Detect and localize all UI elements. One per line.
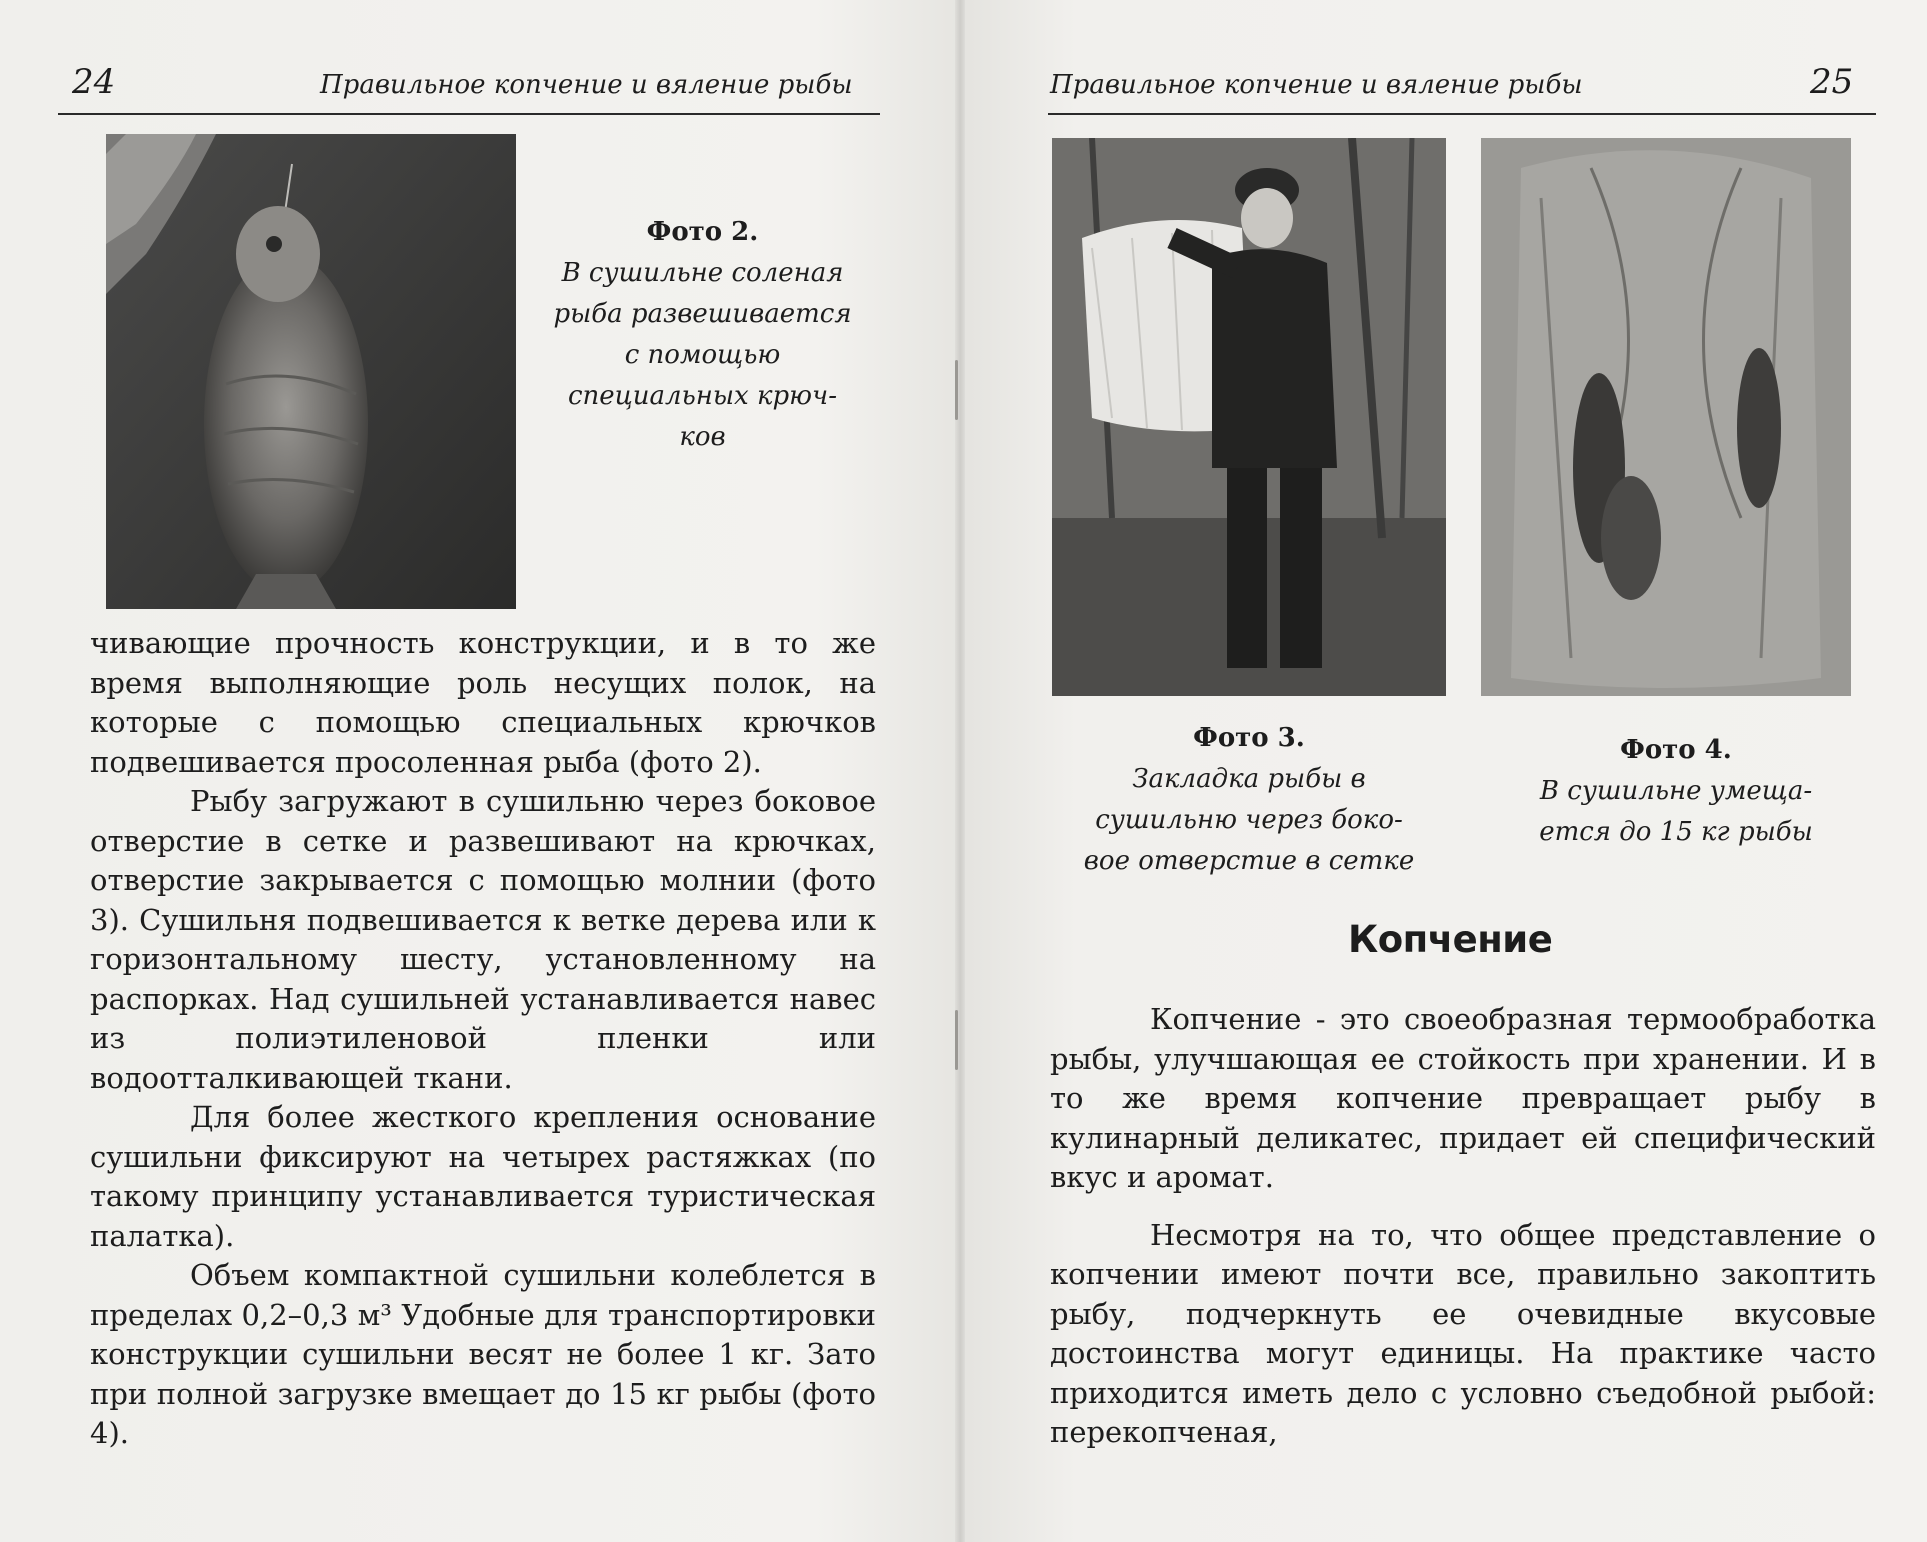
right-body-text [1050, 1000, 1876, 1453]
right-page [960, 0, 1927, 1542]
header-rule-left [58, 113, 880, 115]
paragraph: Копчение - это своеобразная термообработка рыбы, улучшающая ее стойкость при хранении. И в то же время копчение превращает рыбу в кулинарный деликатес, придает ей специфический вкус и аромат. [1050, 1002, 1876, 1194]
staple-top [955, 360, 958, 420]
paragraph: Рыбу загружают в сушильню через боковое отверстие в сетке и развешивают на крючках, отверстие закрывается с помощью молнии (фото 3). Сушильня подвешивается к ветке дерева или к горизонтальному шесту, установленному на распорках. Над сушильней устанавливается навес из полиэтиленовой пленки или водоотталкивающей ткани. [90, 784, 876, 1095]
book-gutter [955, 0, 965, 1542]
photo-2-caption-line: ков [679, 422, 726, 452]
left-page [0, 0, 960, 1542]
paragraph: чивающие прочность конструкции, и в то же время выполняющие роль несущих полок, на которые с помощью специальных крючков подвешивается просоленная рыба (фото 2). [90, 626, 876, 779]
photo-4-caption-line: ется до 15 кг рыбы [1539, 817, 1813, 847]
section-heading: Копчение [1348, 918, 1553, 961]
paragraph: Объем компактной сушильни колеблется в пределах 0,2–0,3 м³ Удобные для транспортировки конструкции сушильни весят не более 1 кг. Зато при полной загрузке вмещает до 15 кг рыбы (фото 4). [90, 1258, 876, 1450]
photo-3-caption [1052, 718, 1446, 882]
photo-2-caption-line: с помощью [624, 340, 781, 370]
photo-3-boy-with-dryer [1052, 138, 1446, 696]
photo-3-caption-line: Закладка рыбы в [1132, 764, 1366, 794]
photo-4-caption [1481, 730, 1871, 853]
photo-2-caption-line: специальных крюч- [567, 381, 838, 411]
photo-2-title: Фото 2. [646, 217, 759, 247]
photo-2-caption-line: рыба развешивается [553, 299, 852, 329]
photo-2-caption [520, 212, 885, 458]
photo-3-caption-line: вое отверстие в сетке [1083, 846, 1415, 876]
running-head-left: Правильное копчение и вяление рыбы [320, 70, 853, 100]
left-body-text [90, 624, 876, 1454]
photo-4-caption-line: В сушильне умеща- [1539, 776, 1813, 806]
photo-3-caption-line: сушильню через боко- [1095, 805, 1403, 835]
photo-4-title: Фото 4. [1620, 735, 1732, 765]
photo-2-fish-on-hook [106, 134, 516, 609]
photo-3-title: Фото 3. [1193, 723, 1305, 753]
page-number-left: 24 [72, 62, 116, 102]
photo-4-dryer-with-fish [1481, 138, 1851, 696]
paragraph: Несмотря на то, что общее представление о копчении имеют почти все, правильно закоптить рыбу, подчеркнуть ее очевидные вкусовые достоинства могут единицы. На практике часто приходится иметь дело с условно съедобной рыбой: перекопченая, [1050, 1217, 1876, 1449]
staple-bottom [955, 1010, 958, 1070]
paragraph: Для более жесткого крепления основание сушильни фиксируют на четырех растяжках (по такому принципу устанавливается туристическая палатка). [90, 1100, 876, 1253]
page-number-right: 25 [1810, 62, 1854, 102]
header-rule-right [1048, 113, 1876, 115]
photo-2-caption-line: В сушильне соленая [561, 258, 844, 288]
running-head-right: Правильное копчение и вяление рыбы [1050, 70, 1583, 100]
